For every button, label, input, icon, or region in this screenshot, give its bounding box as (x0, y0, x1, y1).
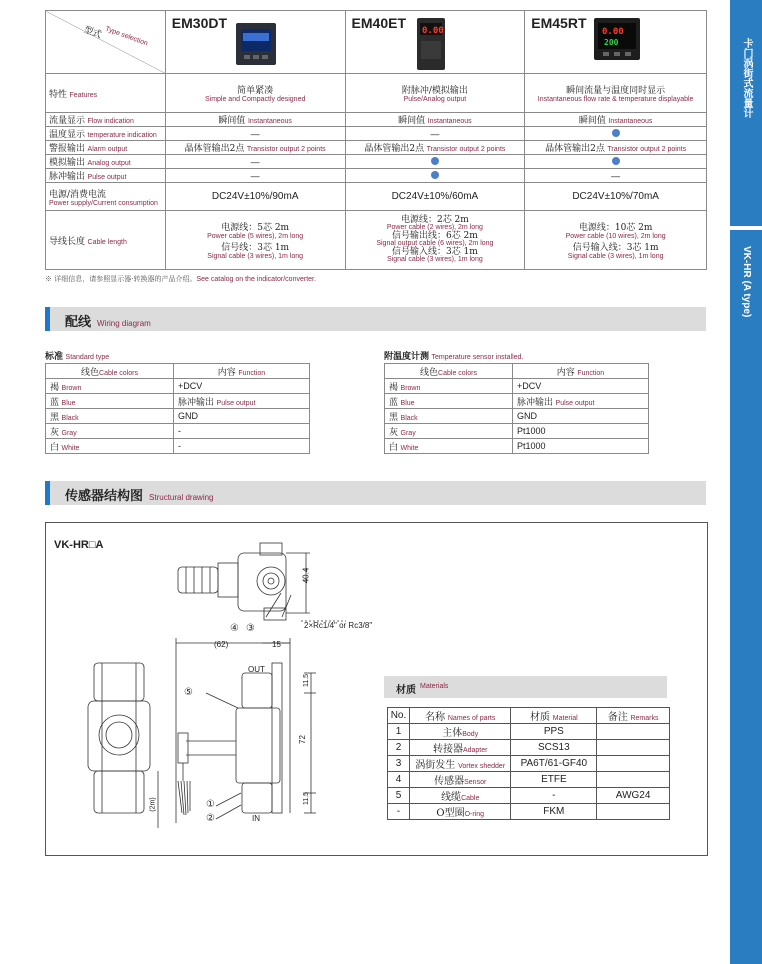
dim-15: 15 (272, 640, 281, 649)
catalog-note: ※ 详细信息，请参照显示器·转换器的产品介绍。See catalog on the indicator/converter. (45, 275, 316, 283)
side-tab-bar (730, 0, 762, 964)
table-row: - O型圈O-ring FKM (388, 804, 670, 820)
standard-type-label: 标准 Standard type (45, 352, 110, 362)
spec-table (45, 10, 707, 270)
model-em45rt: EM45RT 0.00 200 (525, 11, 707, 74)
svg-text:200: 200 (604, 38, 619, 47)
table-row: 黑 Black GND (46, 409, 310, 424)
feature-dot (431, 171, 439, 179)
table-row: 灰 Gray Pt1000 (385, 424, 649, 439)
row-alarm-output: 警报输出 Alarm output 晶体管输出2点 Transistor output 2 points 晶体管输出2点 Transistor output 2 points 晶体管输出2点 Transistor output 2 points (46, 141, 707, 155)
svg-text:0.00: 0.00 (421, 26, 444, 36)
model-label: VK-HR□A (54, 539, 104, 551)
dim-72: 72 (297, 735, 307, 744)
callout-5: ⑤ (184, 687, 193, 698)
table-row: 2 转接器Adapter SCS13 (388, 740, 670, 756)
row-temperature-indication: 温度显示 temperature indication — — (46, 127, 707, 141)
type-selection-header: 型式 Type selection (46, 11, 166, 74)
row-cable-length: 导线长度 Cable length 电源线：5芯 2m Power cable (5 wires), 2m long 信号线：3芯 1m Signal cable (3 wires), 1m long 电源线：2芯 2m Power cable (2 wires), 2m long 信号输出线：6芯 2m Signal output cable (6 wires), 2m long 信号输入线：3芯 1m Signal cable (3 wires), 1m long 电源线：10芯 2m Power cable (10 wires), 2m long 信号输入线：3芯 1m Signal cable (3 wires), 1m long (46, 211, 707, 270)
dim-11-5-bottom: 11.5 (303, 791, 311, 806)
model-em40et: EM40ET 0.00 (345, 11, 525, 74)
side-label-model: VK-HR (A type) (741, 246, 752, 318)
callout-1: ① (206, 799, 215, 810)
dim-11-5-top: 11.5 (303, 673, 311, 688)
row-features: 特性 Features 简单紧凑 Simple and Compactly designed 附脉冲/模拟输出 Pulse/Analog output 瞬间流量与温度同时显示 Instantaneous flow rate & temperature displayable (46, 74, 707, 113)
side-label-cn: 卡门涡街式流量计 (741, 38, 752, 118)
dim-2m: (2m) (149, 797, 157, 812)
row-pulse-output: 脉冲输出 Pulse output — — (46, 169, 707, 183)
callout-3: ③ (246, 623, 255, 634)
dim-40-4: 40.4 (301, 567, 311, 584)
table-row: 褐 Brown +DCV (385, 379, 649, 394)
wiring-section-header: 配线 Wiring diagram (45, 307, 706, 331)
table-row: 3 涡街发生 Vortex shedder PA6T/61-GF40 (388, 756, 670, 772)
materials-header: 材质 Materials (384, 676, 667, 698)
side-separator (730, 226, 762, 230)
table-row: 白 White - (46, 439, 310, 454)
table-row: 5 线缆Cable - AWG24 (388, 788, 670, 804)
table-row: 蓝 Blue 脉冲输出 Pulse output (385, 394, 649, 409)
materials-table: No. 名称 Names of parts 材质 Material 备注 Remarks 1 主体Body PPS 2 转接器Adapter SCS13 3 涡街发生 Vortex shedder PA6T/61-GF40 4 传感器Sensor ETFE 5 线缆Cable - AWG24 - O型圈O-ring FKM (387, 707, 670, 820)
dim-62: (62) (214, 640, 229, 649)
feature-dot (612, 157, 620, 165)
table-row: 4 传感器Sensor ETFE (388, 772, 670, 788)
table-row: 灰 Gray - (46, 424, 310, 439)
table-row: 褐 Brown +DCV (46, 379, 310, 394)
em30dt-device-image (234, 21, 278, 67)
callout-2: ② (206, 813, 215, 824)
wiring-table-temp: 线色Cable colors 内容 Function 褐 Brown +DCV 蓝 Blue 脉冲输出 Pulse output 黑 Black GND 灰 Gray Pt1000 白 White Pt1000 (384, 363, 649, 454)
model-em30dt: EM30DT (165, 11, 345, 74)
em40et-device-image (416, 17, 446, 71)
temp-sensor-type-label: 附温度计测 Temperature sensor installed. (384, 352, 524, 362)
row-flow-indication: 流量显示 Flow indication 瞬间值 Instantaneous 瞬间值 Instantaneous 瞬间值 Instantaneous (46, 113, 707, 127)
table-row: 1 主体Body PPS (388, 724, 670, 740)
table-row: 蓝 Blue 脉冲输出 Pulse output (46, 394, 310, 409)
row-analog-output: 模拟输出 Analog output — (46, 155, 707, 169)
out-label: OUT (248, 665, 265, 674)
wiring-table-standard: 线色Cable colors 内容 Function 褐 Brown +DCV 蓝 Blue 脉冲输出 Pulse output 黑 Black GND 灰 Gray - 白 White - (45, 363, 310, 454)
feature-dot (431, 157, 439, 165)
table-row: 黑 Black GND (385, 409, 649, 424)
structure-section-header: 传感器结构图 Structural drawing (45, 481, 706, 505)
em45rt-device-image (593, 17, 641, 61)
callout-4: ④ (230, 623, 239, 634)
port-note: 2×Rc1/4" or Rc3/8" (304, 621, 373, 630)
svg-text:0.00: 0.00 (602, 27, 624, 37)
feature-dot (612, 129, 620, 137)
table-row: 白 White Pt1000 (385, 439, 649, 454)
in-label: IN (252, 814, 260, 823)
row-power-supply: 电源/消费电流 Power supply/Current consumption DC24V±10%/90mA DC24V±10%/60mA DC24V±10%/70mA (46, 183, 707, 211)
